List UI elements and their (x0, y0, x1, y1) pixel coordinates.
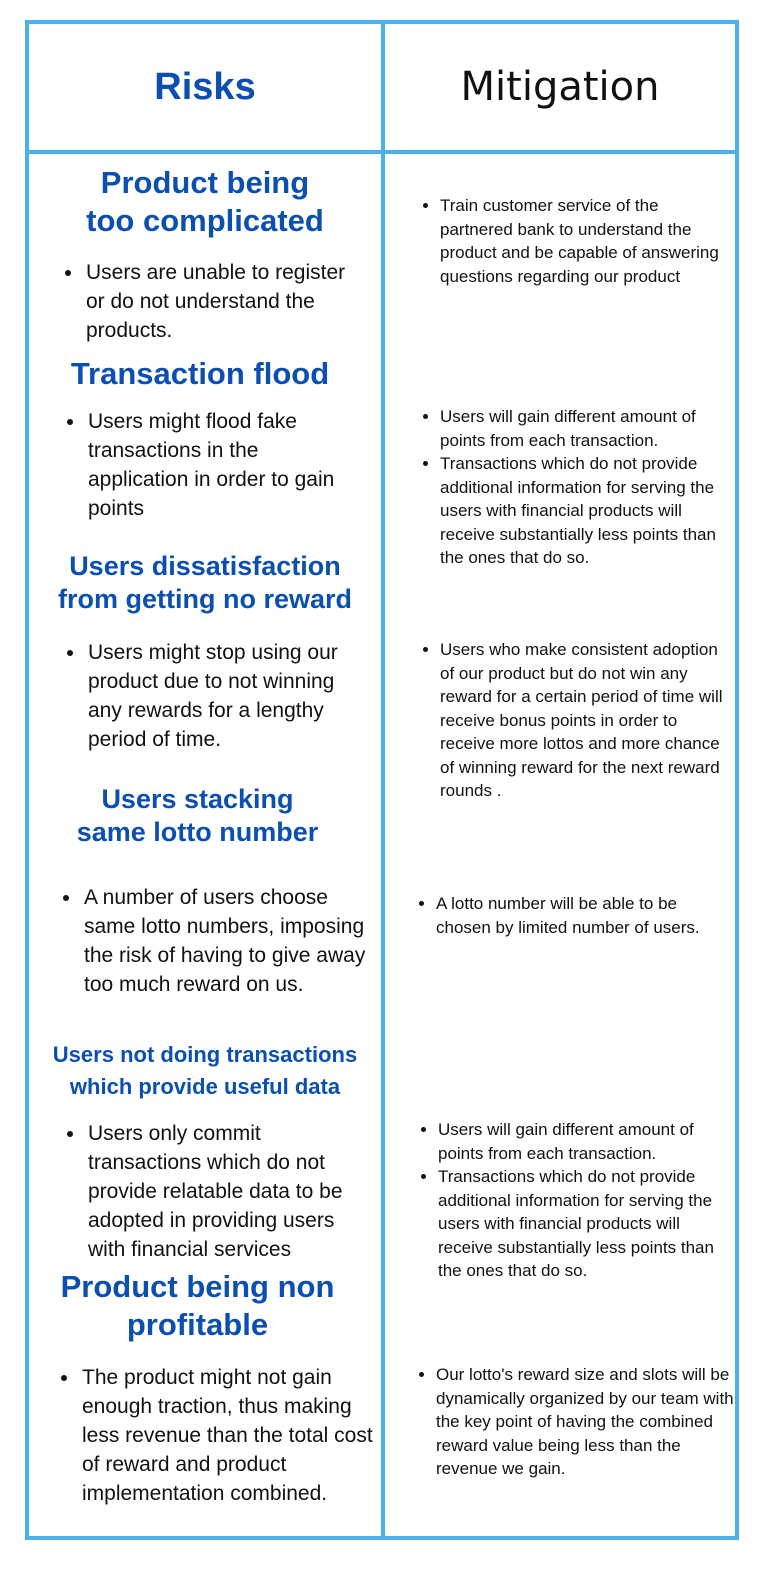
mitigation-list (418, 405, 730, 570)
risks-header: Risks (154, 65, 256, 108)
risk-item: • Users might flood fake transactions in the application in order to gain points (86, 407, 356, 523)
risk-title: Users not doing transactions which provide useful data (52, 1042, 358, 1099)
risk-list (58, 1363, 375, 1508)
column-divider (381, 20, 385, 1540)
risk-item: • Users only commit transactions which do not provide relatable data to be adopted in providing users with financial services (86, 1119, 376, 1264)
risk-list (64, 638, 371, 754)
risk-item: • Users are unable to register or do not understand the products. (84, 258, 369, 345)
risk-list (62, 258, 369, 345)
risk-list (64, 407, 356, 523)
mitigation-item: • Train customer service of the partnered bank to understand the product and be capable of answering questions regarding our product (440, 194, 730, 288)
mitigation-item: • Transactions which do not provide additional information for serving the users with financial products will receive substantially less points than the ones that do so. (438, 1165, 730, 1283)
risk-title: Users dissatisfaction from getting no reward (57, 551, 352, 614)
risk-title: Product being non profitable (60, 1269, 335, 1342)
risk-title: Product being too complicated (86, 165, 324, 238)
risk-list (64, 1119, 376, 1264)
risk-item: • A number of users choose same lotto numbers, imposing the risk of having to give away too much reward on us. (82, 883, 382, 999)
header-divider (25, 150, 739, 154)
mitigation-item: • Transactions which do not provide additional information for serving the users with financial products will receive substantially less points than the ones that do so. (440, 452, 730, 570)
mitigation-list (418, 638, 730, 803)
mitigation-item: • Users will gain different amount of points from each transaction. (438, 1118, 730, 1165)
risk-list (60, 883, 382, 999)
mitigation-item: • Our lotto's reward size and slots will be dynamically organized by our team with the key point of having the combined reward value being less than the revenue we gain. (436, 1363, 736, 1481)
mitigation-header: Mitigation (460, 64, 660, 110)
risk-title: Users stacking same lotto number (76, 784, 319, 847)
mitigation-item: • Users will gain different amount of points from each transaction. (440, 405, 730, 452)
mitigation-list (414, 892, 731, 939)
mitigation-item: • A lotto number will be able to be chosen by limited number of users. (436, 892, 731, 939)
mitigation-item: • Users who make consistent adoption of our product but do not win any reward for a certain period of time will receive bonus points in order to receive more lottos and more chance of winning reward for the next reward rounds . (440, 638, 730, 803)
mitigation-list (414, 1363, 736, 1481)
mitigation-list (416, 1118, 730, 1283)
mitigation-list (418, 194, 730, 288)
risk-item: • The product might not gain enough traction, thus making less revenue than the total cost of reward and product implementation combined. (80, 1363, 375, 1508)
risk-title: Transaction flood (70, 356, 330, 391)
risk-item: • Users might stop using our product due to not winning any rewards for a lengthy period of time. (86, 638, 371, 754)
